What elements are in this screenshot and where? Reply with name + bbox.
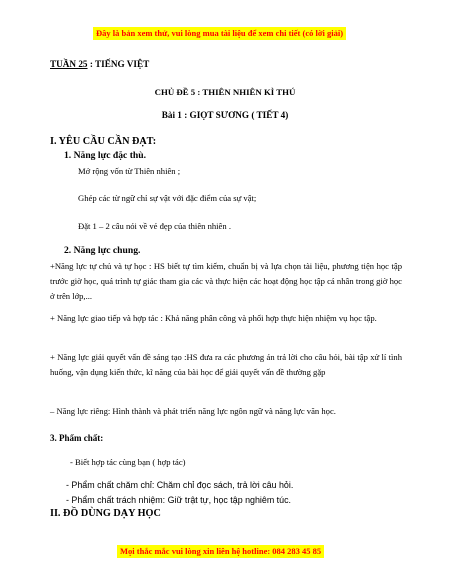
week-subject: : TIẾNG VIỆT: [89, 59, 150, 69]
quality-item: - Phẩm chất trách nhiệm: Giữ trật tự, học tập nghiêm túc.: [66, 495, 291, 505]
hotline-banner: Mọi thắc mắc vui lòng xin liên hệ hotline: 084 283 45 85: [117, 545, 324, 558]
subsection-1-title: 1. Năng lực đặc thù.: [64, 150, 146, 161]
preview-notice-banner: Đây là bản xem thử, vui lòng mua tài liệu để xem chi tiết (có lời giải): [93, 27, 346, 40]
paragraph-problem-solving: + Năng lực giải quyết vấn đề sáng tạo :HS đưa ra các phương án trả lời cho câu hỏi, bài tập xử lí tình huống, vận dụng kiến thức, kĩ năng của bài học để giải quyết vấn đề thường gặp: [50, 352, 402, 377]
lesson-title: Bài 1 : GIỌT SƯƠNG ( TIẾT 4): [161, 110, 289, 120]
quality-cooperate: - Biết hợp tác cùng bạn ( hợp tác): [70, 457, 186, 467]
topic-title: CHỦ ĐỀ 5 : THIÊN NHIÊN KÌ THÚ: [154, 87, 296, 97]
paragraph-specific-competence: – Năng lực riêng: Hình thành và phát triển năng lực ngôn ngữ và năng lực văn học.: [50, 406, 336, 416]
subsection-3-title: 3. Phẩm chất:: [50, 433, 104, 443]
week-label: TUẦN 25: [50, 59, 88, 69]
section-2-title: II. ĐỒ DÙNG DẠY HỌC: [50, 508, 161, 519]
skill-item: Mở rộng vốn từ Thiên nhiên ;: [78, 166, 181, 176]
paragraph-self-study: +Năng lực tự chủ và tự học : HS biết tự tìm kiếm, chuẩn bị và lựa chọn tài liệu, phương tiện học tập trước giờ học, quá trình tự giác tham gia các và thực hiện các hoạt động học tập cá nhân trong giờ học ở trên lớp,...: [50, 261, 402, 301]
paragraph-communication: + Năng lực giao tiếp và hợp tác : Khả năng phân công và phối hợp thực hiện nhiệm vụ học tập.: [50, 313, 377, 323]
subsection-2-title: 2. Năng lực chung.: [64, 245, 141, 256]
quality-item: - Phẩm chất chăm chỉ: Chăm chỉ đọc sách, trả lời câu hỏi.: [66, 480, 294, 490]
skill-item: Đặt 1 – 2 câu nói về vẻ đẹp của thiên nhiên .: [78, 221, 231, 231]
skill-item: Ghép các từ ngữ chỉ sự vật với đặc điểm của sự vật;: [78, 193, 257, 203]
section-1-title: I. YÊU CẦU CẦN ĐẠT:: [50, 136, 157, 147]
week-heading: [50, 58, 149, 70]
